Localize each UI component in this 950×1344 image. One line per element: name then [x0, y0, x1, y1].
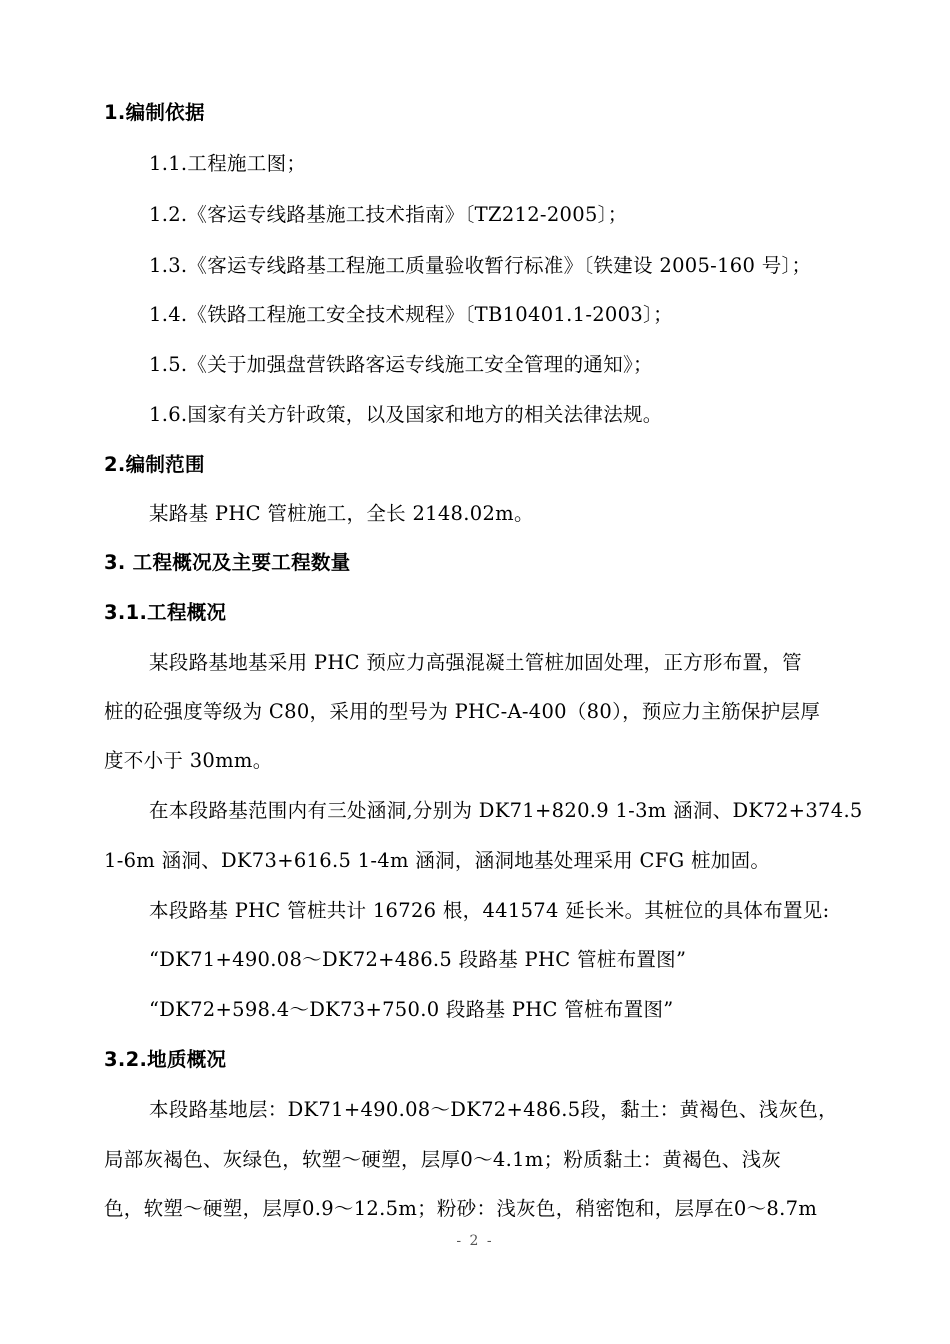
basis-item-5: 1.5.《关于加强盘营铁路客运专线施工安全管理的通知》；: [149, 353, 653, 376]
geology-line-2: 局部灰褐色、灰绿色，软塑～硬塑，层厚0～4.1m；粉质黏土：黄褐色、浅灰: [104, 1148, 782, 1171]
scope-text: 某路基 PHC 管桩施工，全长 2148.02m。: [149, 502, 534, 525]
layout-drawing-ref-2: “DK72+598.4～DK73+750.0 段路基 PHC 管桩布置图”: [149, 998, 674, 1021]
basis-item-2: 1.2.《客运专线路基施工技术指南》〔TZ212-2005〕；: [149, 203, 628, 226]
geology-line-1: 本段路基地层：DK71+490.08～DK72+486.5段，黏土：黄褐色、浅灰色，: [149, 1098, 838, 1121]
section-3-1-heading: 3.1.工程概况: [104, 601, 227, 624]
section-2-heading: 2.编制范围: [104, 453, 205, 476]
overview-paragraph-1-line-2: 桩的砼强度等级为 C80，采用的型号为 PHC-A-400（80），预应力主筋保护层厚: [104, 700, 821, 723]
basis-item-4: 1.4.《铁路工程施工安全技术规程》〔TB10401.1-2003〕；: [149, 303, 673, 326]
overview-paragraph-3: 本段路基 PHC 管桩共计 16726 根，441574 延长米。其桩位的具体布置见:: [149, 899, 830, 922]
basis-item-6: 1.6.国家有关方针政策，以及国家和地方的相关法律法规。: [149, 403, 663, 426]
overview-paragraph-2-line-1: 在本段路基范围内有三处涵洞,分别为 DK71+820.9 1-3m 涵洞、DK72+374.5: [149, 799, 863, 822]
overview-paragraph-1-line-1: 某段路基地基采用 PHC 预应力高强混凝土管桩加固处理，正方形布置，管: [149, 651, 802, 674]
page-number: - 2 -: [456, 1233, 494, 1249]
section-3-2-heading: 3.2.地质概况: [104, 1048, 227, 1071]
basis-item-3: 1.3.《客运专线路基工程施工质量验收暂行标准》〔铁建设 2005-160 号〕；: [149, 254, 812, 277]
geology-line-3: 色，软塑～硬塑，层厚0.9～12.5m；粉砂：浅灰色，稍密饱和，层厚在0～8.7m: [104, 1197, 818, 1220]
layout-drawing-ref-1: “DK71+490.08～DK72+486.5 段路基 PHC 管桩布置图”: [149, 948, 687, 971]
section-3-heading: 3. 工程概况及主要工程数量: [104, 551, 351, 574]
overview-paragraph-1-line-3: 度不小于 30mm。: [104, 749, 273, 772]
section-1-heading: 1.编制依据: [104, 101, 205, 124]
overview-paragraph-2-line-2: 1-6m 涵洞、DK73+616.5 1-4m 涵洞，涵洞地基处理采用 CFG 桩加固。: [104, 849, 771, 872]
basis-item-1: 1.1.工程施工图；: [149, 152, 307, 175]
